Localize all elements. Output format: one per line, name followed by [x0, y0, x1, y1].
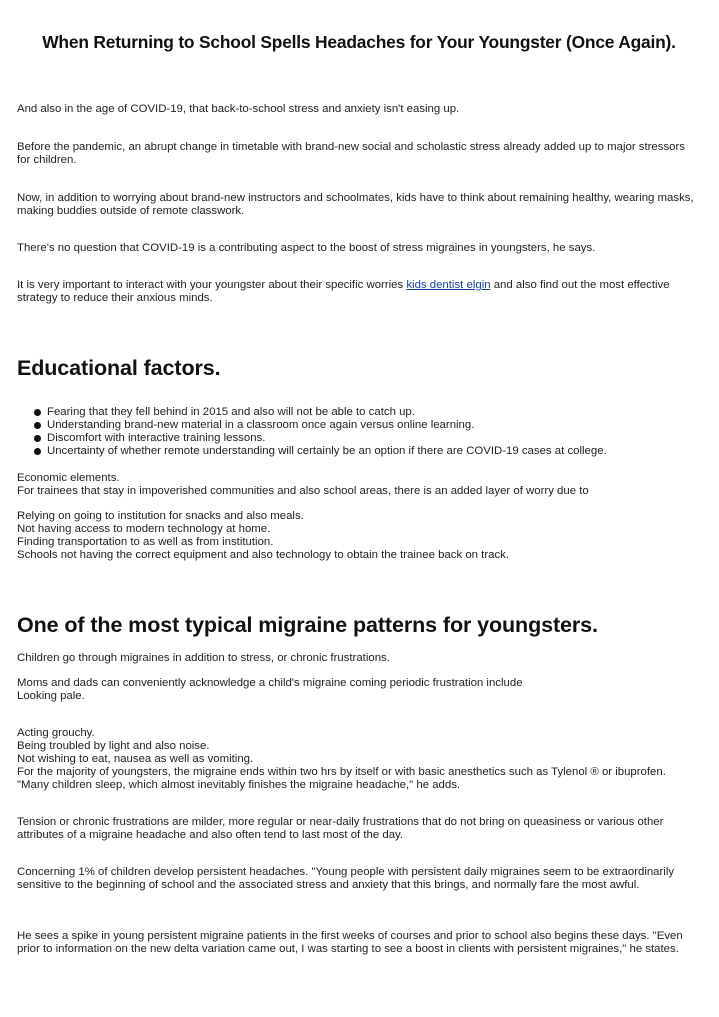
section-heading-migraine-patterns: One of the most typical migraine patterns for youngsters. — [17, 613, 598, 637]
list-item-text: Fearing that they fell behind in 2015 and also will not be able to catch up. — [47, 406, 415, 418]
migraine-paragraph-1: Children go through migraines in addition to stress, or chronic frustrations. — [17, 652, 390, 664]
list-item-text: Uncertainty of whether remote understanding will certainly be an option if there are COVID-19 cases at college. — [47, 445, 607, 457]
list-item — [34, 419, 607, 432]
text-line: Relying on going to institution for snacks and also meals. — [17, 510, 304, 522]
intro-paragraph-5 — [17, 279, 699, 305]
list-item — [34, 445, 607, 458]
text-line: Not having access to modern technology at home. — [17, 523, 271, 535]
text-line: Economic elements. — [17, 472, 120, 484]
text-line: Looking pale. — [17, 690, 85, 702]
intro-paragraph-5-start: It is very important to interact with your youngster about their specific worries — [17, 279, 407, 291]
kids-dentist-link[interactable]: kids dentist elgin — [406, 279, 491, 291]
reliance-paragraph — [17, 510, 699, 562]
list-item — [34, 432, 607, 445]
economic-paragraph — [17, 472, 699, 498]
intro-paragraph-2: Before the pandemic, an abrupt change in timetable with brand-new social and scholastic stress already added up to major stressors for children. — [17, 141, 685, 166]
intro-paragraph-3: Now, in addition to worrying about brand-new instructors and schoolmates, kids have to think about remaining healthy, wearing masks, making buddies outside of remote classwork. — [17, 192, 694, 217]
migraine-paragraph-5: Concerning 1% of children develop persistent headaches. "Young people with persistent daily migraines seem to be extraordinarily sensitive to the beginning of school and the associated stress and anxiety that this brings, and normally fare the most awful. — [17, 866, 675, 891]
text-line: Moms and dads can conveniently acknowledge a child's migraine coming periodic frustration include — [17, 677, 523, 689]
intro-paragraph-5-end: and also find out the most effective strategy to reduce their anxious minds. — [17, 279, 670, 304]
list-item — [34, 406, 607, 419]
educational-factors-list — [34, 406, 607, 458]
migraine-paragraph-2 — [17, 677, 699, 703]
text-line: Not wishing to eat, nausea as well as vomiting. — [17, 753, 254, 765]
text-line: Schools not having the correct equipment and also technology to obtain the trainee back on track. — [17, 549, 510, 561]
intro-paragraph-4: There's no question that COVID-19 is a contributing aspect to the boost of stress migraines in youngsters, he says. — [17, 242, 596, 254]
bullet-icon — [34, 422, 41, 429]
migraine-paragraph-4: Tension or chronic frustrations are milder, more regular or near-daily frustrations that do not bring on queasiness or various other attributes of a migraine headache and also often tend to last most of the day. — [17, 816, 664, 841]
intro-paragraph-1: And also in the age of COVID-19, that back-to-school stress and anxiety isn't easing up. — [17, 103, 460, 115]
bullet-icon — [34, 448, 41, 455]
text-line: Being troubled by light and also noise. — [17, 740, 210, 752]
list-item-text: Discomfort with interactive training lessons. — [47, 432, 266, 444]
bullet-icon — [34, 435, 41, 442]
bullet-icon — [34, 409, 41, 416]
list-item-text: Understanding brand-new material in a classroom once again versus online learning. — [47, 419, 475, 431]
text-line: Finding transportation to as well as from institution. — [17, 536, 274, 548]
section-heading-educational: Educational factors. — [17, 356, 221, 380]
text-line: Acting grouchy. — [17, 727, 95, 739]
migraine-paragraph-6: He sees a spike in young persistent migraine patients in the first weeks of courses and prior to school also begins these days. "Even prior to information on the new delta variation came out, I was starting to see a boost in clients with persistent migraines," he states. — [17, 930, 683, 955]
text-line: For the majority of youngsters, the migraine ends within two hrs by itself or with basic anesthetics such as Tylenol ® or ibuprofen. "Many children sleep, which almost inevitably finishes the migraine headache," he adds. — [17, 766, 666, 791]
migraine-symptoms-paragraph — [17, 727, 699, 792]
text-line: For trainees that stay in impoverished communities and also school areas, there is an added layer of worry due to — [17, 485, 589, 497]
page-title: When Returning to School Spells Headaches for Your Youngster (Once Again). — [42, 32, 676, 52]
